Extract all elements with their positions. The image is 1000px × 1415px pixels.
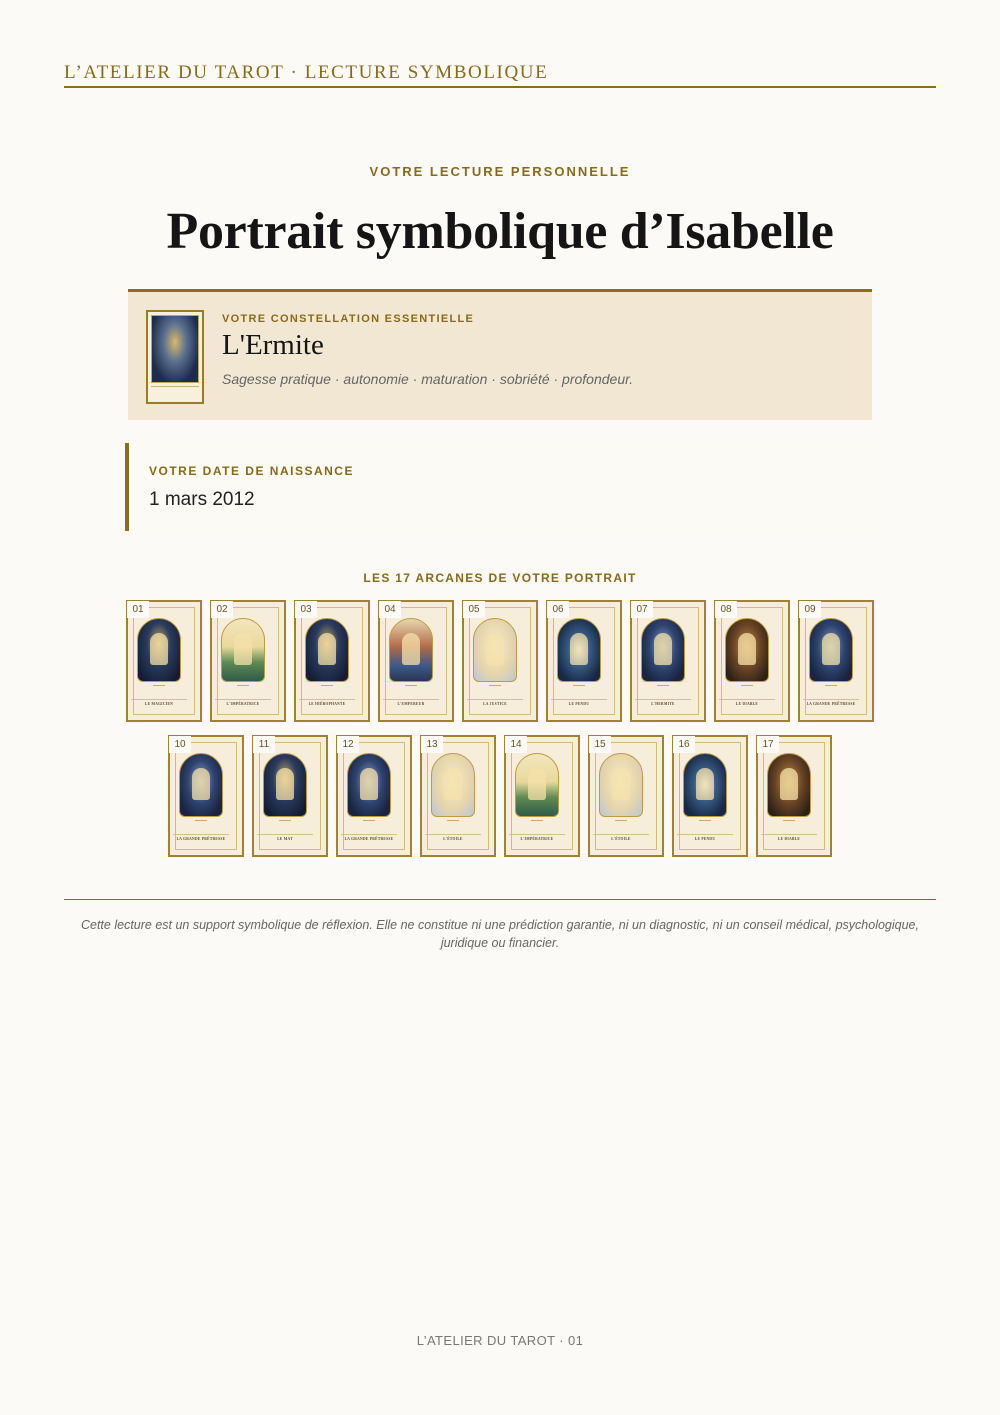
card-figure <box>360 768 378 800</box>
card-number: 15 <box>589 736 611 753</box>
card-illustration <box>389 618 433 682</box>
card-figure <box>780 768 798 800</box>
card-illustration <box>263 753 307 817</box>
card-number: 03 <box>295 601 317 618</box>
arcane-card <box>294 600 370 722</box>
card-name: LE PENDU <box>551 699 607 706</box>
arcane-card <box>210 600 286 722</box>
constellation-description: Sagesse pratique · autonomie · maturation · sobriété · profondeur. <box>222 371 634 387</box>
card-name: LE HIÉROPHANTE <box>299 699 355 706</box>
card-number: 16 <box>673 736 695 753</box>
card-ornament <box>447 820 459 824</box>
arcane-card <box>630 600 706 722</box>
arcane-card <box>714 600 790 722</box>
birth-date-label: VOTRE DATE DE NAISSANCE <box>149 464 354 478</box>
card-figure <box>444 768 462 800</box>
card-name: LE DIABLE <box>761 834 817 841</box>
card-name: LA GRANDE PRÊTRESSE <box>803 699 859 706</box>
arcane-card <box>336 735 412 857</box>
card-illustration <box>137 618 181 682</box>
card-figure <box>276 768 294 800</box>
card-name: LE MAGICIEN <box>131 699 187 706</box>
card-ornament <box>615 820 627 824</box>
card-ornament <box>405 685 417 689</box>
page-number: 01 <box>567 1333 584 1348</box>
page-title: Portrait symbolique d’Isabelle <box>166 203 834 260</box>
card-illustration <box>683 753 727 817</box>
card-figure <box>822 633 840 665</box>
card-figure <box>402 633 420 665</box>
footer-separator: · <box>559 1333 564 1348</box>
card-figure <box>612 768 630 800</box>
card-number: 04 <box>379 601 401 618</box>
card-number: 12 <box>337 736 359 753</box>
card-illustration <box>641 618 685 682</box>
page-footer <box>0 1333 1000 1348</box>
arcane-card <box>168 735 244 857</box>
arcane-card <box>252 735 328 857</box>
card-name: L'EMPEREUR <box>383 699 439 706</box>
card-label-strip <box>151 386 199 400</box>
arcane-card <box>504 735 580 857</box>
card-number: 09 <box>799 601 821 618</box>
card-ornament <box>657 685 669 689</box>
card-name: LA GRANDE PRÊTRESSE <box>341 834 397 841</box>
card-figure <box>192 768 210 800</box>
card-figure <box>486 633 504 665</box>
document-header <box>64 62 936 88</box>
arcane-card <box>462 600 538 722</box>
card-illustration <box>515 753 559 817</box>
card-ornament <box>363 820 375 824</box>
card-ornament <box>489 685 501 689</box>
card-name: LE DIABLE <box>719 699 775 706</box>
card-name: L'ÉTOILE <box>425 834 481 841</box>
footer-brand: L’ATELIER DU TAROT <box>416 1333 556 1348</box>
arcane-card <box>420 735 496 857</box>
card-name: LE MAT <box>257 834 313 841</box>
card-illustration <box>767 753 811 817</box>
arcane-card <box>588 735 664 857</box>
card-number: 02 <box>211 601 233 618</box>
arcane-card <box>672 735 748 857</box>
card-figure <box>234 633 252 665</box>
card-illustration <box>431 753 475 817</box>
card-illustration <box>725 618 769 682</box>
arcanes-section-title: LES 17 ARCANES DE VOTRE PORTRAIT <box>363 571 637 585</box>
card-illustration <box>473 618 517 682</box>
constellation-panel <box>128 289 872 420</box>
footer-divider <box>64 899 936 900</box>
card-figure <box>150 633 168 665</box>
arcane-card <box>378 600 454 722</box>
card-number: 06 <box>547 601 569 618</box>
card-number: 10 <box>169 736 191 753</box>
card-art <box>151 315 199 383</box>
card-name: L'IMPÉRATRICE <box>509 834 565 841</box>
card-illustration <box>809 618 853 682</box>
card-ornament <box>237 685 249 689</box>
arcanes-row-2 <box>168 735 834 859</box>
birth-date-value: 1 mars 2012 <box>149 489 255 510</box>
arcane-card <box>756 735 832 857</box>
card-ornament <box>279 820 291 824</box>
arcane-card <box>126 600 202 722</box>
card-ornament <box>573 685 585 689</box>
arcanes-row-1 <box>126 600 876 724</box>
card-number: 01 <box>127 601 149 618</box>
card-figure <box>570 633 588 665</box>
intro-eyebrow: VOTRE LECTURE PERSONNELLE <box>369 164 631 179</box>
card-figure <box>528 768 546 800</box>
disclaimer-text: Cette lecture est un support symbolique de réflexion. Elle ne constitue ni une prédiction garantie, ni un diagnostic, ni un conseil médical, psychologique, juridique ou financier. <box>80 918 919 950</box>
constellation-eyebrow: VOTRE CONSTELLATION ESSENTIELLE <box>222 313 475 325</box>
card-number: 14 <box>505 736 527 753</box>
card-illustration <box>179 753 223 817</box>
card-ornament <box>153 685 165 689</box>
arcane-card <box>546 600 622 722</box>
card-number: 11 <box>253 736 275 753</box>
card-ornament <box>825 685 837 689</box>
card-name: L'ÉTOILE <box>593 834 649 841</box>
card-illustration <box>557 618 601 682</box>
card-name: LA GRANDE PRÊTRESSE <box>173 834 229 841</box>
card-number: 13 <box>421 736 443 753</box>
header-title: L’ATELIER DU TAROT · LECTURE SYMBOLIQUE <box>64 62 549 83</box>
card-ornament <box>321 685 333 689</box>
card-name: LE PENDU <box>677 834 733 841</box>
card-illustration <box>599 753 643 817</box>
card-ornament <box>195 820 207 824</box>
card-illustration <box>221 618 265 682</box>
card-figure <box>318 633 336 665</box>
card-name: L'HERMITE <box>635 699 691 706</box>
card-number: 05 <box>463 601 485 618</box>
card-name: LA JUSTICE <box>467 699 523 706</box>
card-number: 17 <box>757 736 779 753</box>
birth-date-block <box>125 443 872 531</box>
card-ornament <box>741 685 753 689</box>
arcane-card <box>798 600 874 722</box>
card-figure <box>696 768 714 800</box>
card-number: 07 <box>631 601 653 618</box>
card-number: 08 <box>715 601 737 618</box>
constellation-card-thumbnail <box>146 310 204 404</box>
card-ornament <box>699 820 711 824</box>
card-name: L'IMPÉRATRICE <box>215 699 271 706</box>
card-ornament <box>531 820 543 824</box>
card-figure <box>738 633 756 665</box>
card-illustration <box>347 753 391 817</box>
constellation-name: L'Ermite <box>222 329 324 361</box>
card-ornament <box>783 820 795 824</box>
card-figure <box>654 633 672 665</box>
card-illustration <box>305 618 349 682</box>
